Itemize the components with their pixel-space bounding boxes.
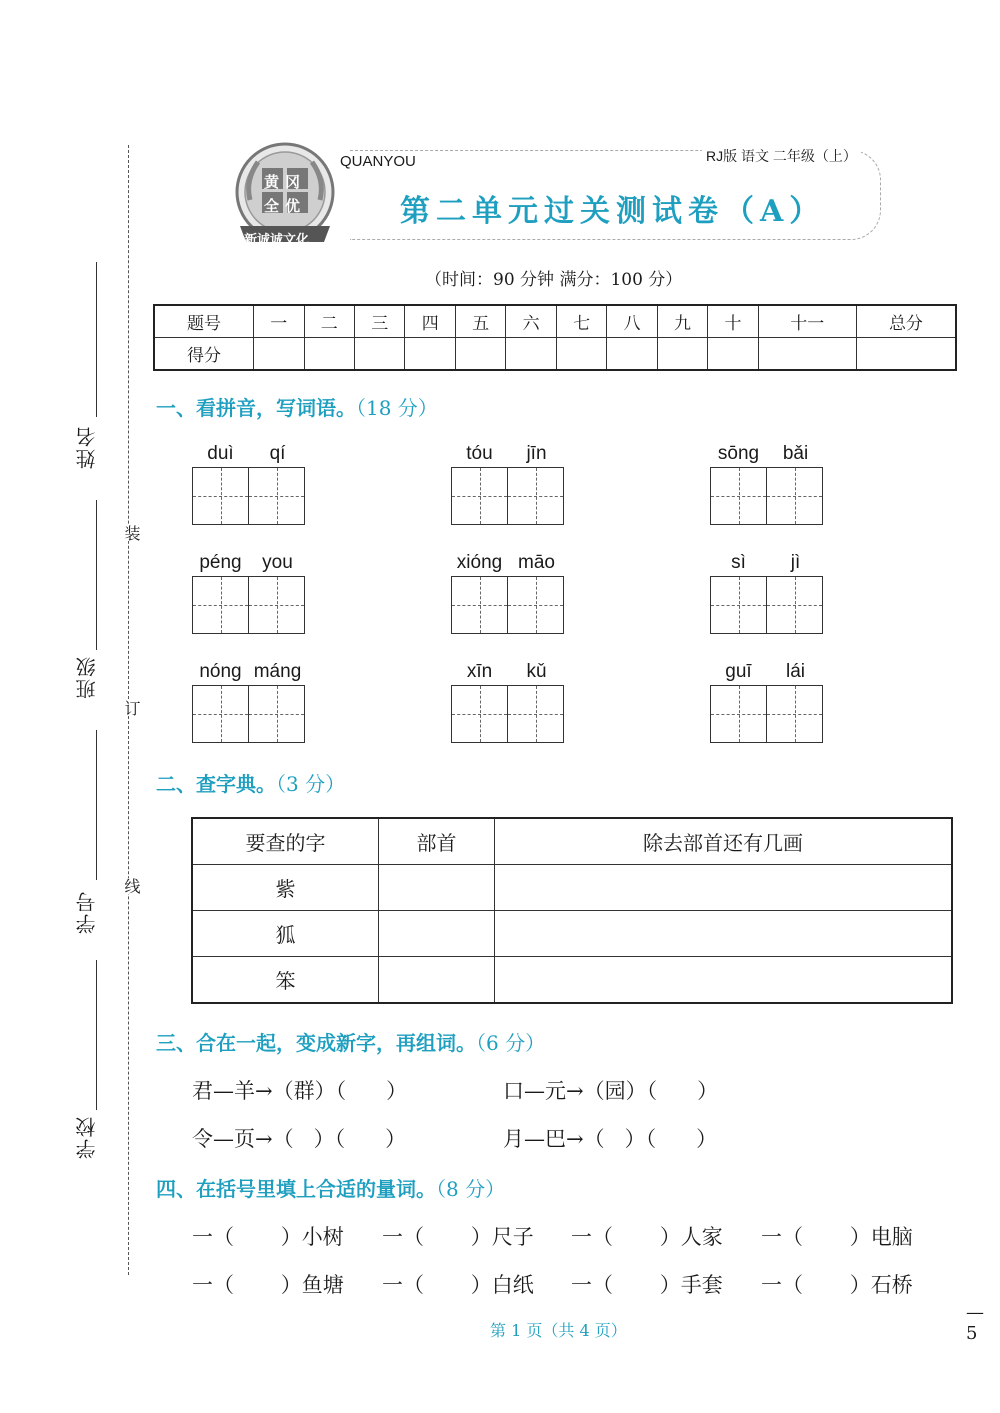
pinyin-item (192, 552, 306, 634)
dict-char: 狐 (192, 911, 379, 957)
score-header-cell: 二 (304, 305, 354, 338)
logo-text-bottom: 新诚诚文化 (244, 233, 310, 248)
section-3-points: （6 分） (476, 1031, 546, 1055)
score-header-cell: 五 (455, 305, 505, 338)
dict-row (192, 865, 952, 911)
pinyin-item (710, 443, 824, 525)
pinyin-2: jì (790, 552, 801, 573)
score-header-cell: 一 (254, 305, 304, 338)
dict-header-row (192, 818, 952, 865)
score-cell[interactable] (708, 338, 758, 371)
logo-text-top: 黄冈 (264, 173, 307, 191)
measure-word-item[interactable]: 一（ ）人家 (571, 1225, 723, 1249)
score-cell[interactable] (304, 338, 354, 371)
pinyin-2: lái (785, 661, 805, 682)
combine-item[interactable]: 月—巴→（ ）（ ） (503, 1127, 718, 1151)
school-label: 学校 (75, 1115, 99, 1159)
name-label: 姓名 (75, 425, 99, 469)
score-header-cell: 八 (607, 305, 657, 338)
pinyin-item (192, 661, 306, 743)
writing-grid[interactable] (451, 685, 564, 743)
measure-word-item[interactable]: 一（ ）石桥 (761, 1273, 913, 1297)
time-info: （时间：90 分钟 满分：100 分） (425, 270, 683, 290)
dict-row (192, 957, 952, 1004)
dict-header-radical: 部首 (379, 818, 495, 865)
score-header-cell: 七 (556, 305, 606, 338)
section-4-points: （8 分） (436, 1177, 506, 1201)
writing-grid[interactable] (192, 685, 305, 743)
pinyin-1: xióng (456, 552, 503, 573)
pinyin-1: xīn (466, 661, 493, 682)
score-header-cell: 六 (506, 305, 556, 338)
dict-header-char: 要查的字 (192, 818, 379, 865)
score-header-cell: 三 (354, 305, 404, 338)
score-cell[interactable] (607, 338, 657, 371)
writing-grid[interactable] (710, 576, 823, 634)
score-cell[interactable] (354, 338, 404, 371)
section-2-points: （3 分） (276, 772, 346, 796)
pinyin-1: péng (199, 552, 242, 573)
pinyin-item (710, 552, 824, 634)
score-header-row (154, 305, 956, 338)
section-1-text: 一、看拼音，写词语。 (156, 396, 356, 420)
section-2-title (156, 768, 345, 797)
measure-word-item[interactable]: 一（ ）白纸 (382, 1273, 534, 1297)
dict-radical-cell[interactable] (379, 911, 495, 957)
class-line (96, 500, 97, 650)
pinyin-2: kǔ (526, 661, 547, 682)
score-cell[interactable] (556, 338, 606, 371)
pinyin-2: máng (253, 661, 302, 682)
writing-grid[interactable] (710, 467, 823, 525)
page-title: 第二单元过关测试卷（A） (400, 194, 826, 229)
score-cell[interactable] (455, 338, 505, 371)
dict-strokes-cell[interactable] (495, 911, 953, 957)
measure-word-item[interactable]: 一（ ）小树 (192, 1225, 344, 1249)
dict-char: 紫 (192, 865, 379, 911)
dictionary-table (191, 817, 953, 1004)
pinyin-1: guī (725, 661, 752, 682)
dict-header-strokes: 除去部首还有几画 (495, 818, 953, 865)
score-header-cell: 十一 (758, 305, 856, 338)
section-3-text: 三、合在一起，变成新字，再组词。 (156, 1031, 476, 1055)
dict-strokes-cell[interactable] (495, 865, 953, 911)
score-cell[interactable] (657, 338, 707, 371)
section-4-text: 四、在括号里填上合适的量词。 (156, 1177, 436, 1201)
pinyin-2: bǎi (782, 443, 809, 464)
measure-word-item[interactable]: 一（ ）尺子 (382, 1225, 534, 1249)
writing-grid[interactable] (710, 685, 823, 743)
score-header-cell: 总分 (856, 305, 956, 338)
score-header-cell: 四 (405, 305, 455, 338)
measure-word-item[interactable]: 一（ ）手套 (571, 1273, 723, 1297)
binding-word-ding: 订 (122, 700, 141, 716)
score-header-cell: 十 (708, 305, 758, 338)
dict-char: 笨 (192, 957, 379, 1004)
pinyin-1: sì (731, 552, 746, 573)
combine-item[interactable]: 君—羊→（群）（ ） (192, 1079, 408, 1103)
score-row (154, 338, 956, 371)
student-id-label: 学号 (75, 890, 99, 934)
pinyin-1: sōng (717, 443, 760, 464)
writing-grid[interactable] (451, 467, 564, 525)
score-table (153, 304, 957, 371)
name-line (96, 262, 97, 417)
measure-word-item[interactable]: 一（ ）鱼塘 (192, 1273, 344, 1297)
measure-word-item[interactable]: 一（ ）电脑 (761, 1225, 913, 1249)
pinyin-2: you (262, 552, 293, 573)
writing-grid[interactable] (451, 576, 564, 634)
dict-strokes-cell[interactable] (495, 957, 953, 1004)
score-cell[interactable] (856, 338, 956, 371)
edge-page-number: — 5 (966, 1302, 984, 1344)
school-line (96, 960, 97, 1110)
edition-label: RJ版 语文 二年级（上） (702, 146, 861, 166)
dict-row (192, 911, 952, 957)
score-header-cell: 九 (657, 305, 707, 338)
score-cell[interactable] (405, 338, 455, 371)
pinyin-item (451, 552, 565, 634)
dict-radical-cell[interactable] (379, 957, 495, 1004)
class-label: 班级 (75, 655, 99, 699)
score-cell[interactable] (758, 338, 856, 371)
section-1-points: （18 分） (356, 396, 438, 420)
pinyin-2: māo (518, 552, 555, 573)
pinyin-1: duì (207, 443, 234, 464)
pinyin-2: qí (269, 443, 286, 464)
pinyin-item (451, 443, 565, 525)
dict-radical-cell[interactable] (379, 865, 495, 911)
pinyin-item (710, 661, 824, 743)
combine-item[interactable]: 口—元→（园）（ ） (503, 1079, 719, 1103)
section-4-title (156, 1173, 505, 1202)
page-number: 第 1 页（共 4 页） (490, 1321, 627, 1340)
section-1-title (156, 392, 438, 421)
score-cell[interactable] (254, 338, 304, 371)
student-id-line (96, 730, 97, 880)
score-cell[interactable] (506, 338, 556, 371)
writing-grid[interactable] (192, 467, 305, 525)
binding-word-zhuang: 装 (122, 525, 141, 541)
logo-text-mid: 全优 (264, 197, 307, 215)
writing-grid[interactable] (192, 576, 305, 634)
score-header-cell: 题号 (154, 305, 254, 338)
section-3-title (156, 1027, 545, 1056)
score-row-label: 得分 (154, 338, 254, 371)
pinyin-item (451, 661, 565, 743)
brand-name: QUANYOU (340, 153, 416, 170)
pinyin-item (192, 443, 306, 525)
combine-item[interactable]: 令—页→（ ）（ ） (192, 1127, 407, 1151)
section-2-text: 二、查字典。 (156, 772, 276, 796)
pinyin-2: jīn (526, 443, 547, 464)
binding-word-xian: 线 (122, 878, 141, 894)
pinyin-1: nóng (199, 661, 242, 682)
pinyin-1: tóu (466, 443, 493, 464)
